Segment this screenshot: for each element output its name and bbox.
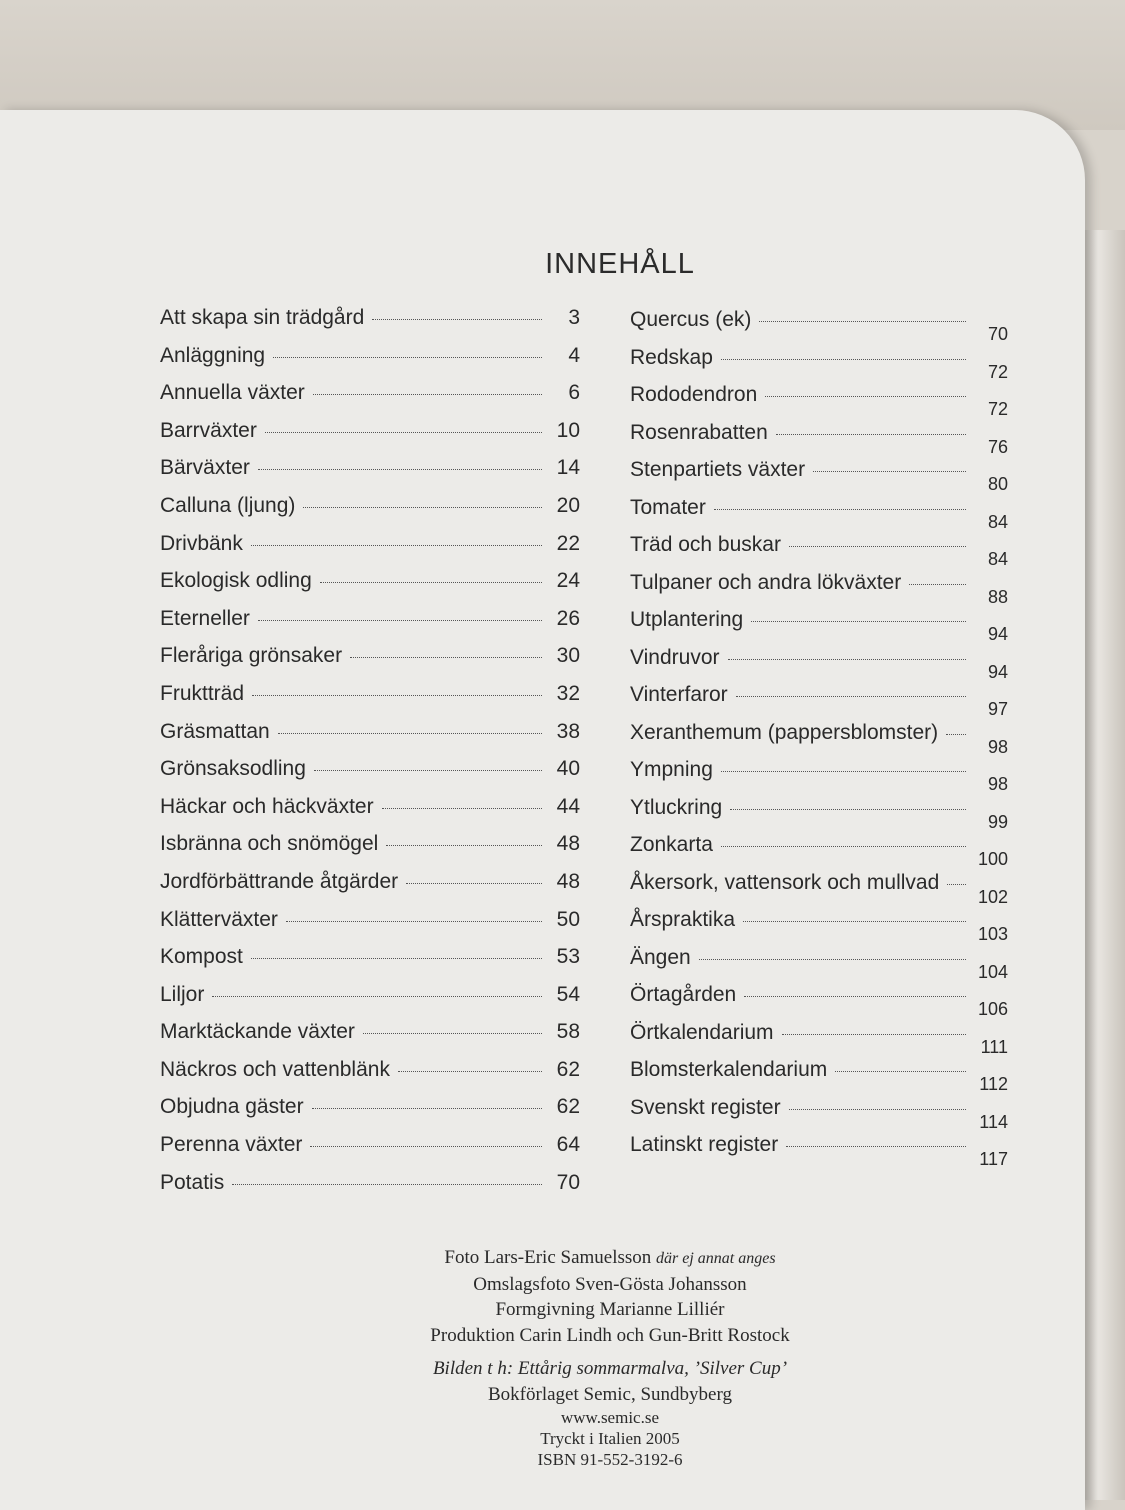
toc-entry-label: Anläggning bbox=[160, 343, 266, 367]
toc-dot-leader bbox=[721, 771, 966, 772]
toc-dot-leader bbox=[721, 359, 966, 360]
toc-dot-leader bbox=[278, 733, 542, 734]
toc-entry-label: Barrväxter bbox=[160, 418, 257, 442]
toc-dot-leader bbox=[835, 1071, 966, 1072]
toc-entry-label: Tulpaner och andra lökväxter bbox=[630, 570, 902, 594]
toc-dot-leader bbox=[382, 808, 542, 809]
facing-page-edge bbox=[1080, 230, 1125, 1500]
toc-entry-page: 100 bbox=[977, 849, 1008, 869]
toc-entry bbox=[160, 569, 580, 607]
toc-entry bbox=[160, 945, 580, 983]
toc-entry bbox=[160, 344, 580, 382]
toc-dot-leader bbox=[310, 1146, 542, 1147]
toc-entry-page: 117 bbox=[979, 1149, 1008, 1169]
toc-entry-label: Redskap bbox=[630, 345, 713, 369]
toc-entry bbox=[160, 720, 580, 758]
toc-entry-label: Latinskt register bbox=[630, 1133, 779, 1156]
toc-entry bbox=[160, 1020, 580, 1058]
toc-entry bbox=[630, 608, 1008, 646]
toc-entry-page: 70 bbox=[987, 324, 1008, 344]
toc-entry-label: Fruktträd bbox=[160, 681, 245, 705]
toc-entry-label: Eterneller bbox=[160, 606, 250, 630]
toc-dot-leader bbox=[386, 845, 542, 846]
toc-entry-label: Vinterfaror bbox=[630, 683, 728, 706]
toc-entry-label: Rododendron bbox=[630, 383, 758, 406]
page-title: INNEHÅLL bbox=[545, 248, 695, 280]
toc-dot-leader bbox=[789, 546, 966, 547]
website: www.semic.se bbox=[560, 1408, 660, 1427]
toc-entry-page: 84 bbox=[987, 511, 1008, 532]
toc-entry bbox=[630, 646, 1008, 684]
toc-entry-page: 62 bbox=[556, 1057, 580, 1081]
toc-dot-leader bbox=[909, 584, 966, 585]
toc-entry bbox=[630, 496, 1008, 534]
toc-entry-page: 30 bbox=[556, 644, 580, 668]
toc-entry-label: Gräsmattan bbox=[160, 719, 270, 743]
toc-entry-page: 48 bbox=[556, 869, 580, 893]
toc-dot-leader bbox=[265, 432, 542, 433]
toc-entry-label: Örtkalendarium bbox=[630, 1020, 774, 1044]
toc-entry bbox=[630, 383, 1008, 421]
toc-dot-leader bbox=[813, 471, 966, 472]
toc-entry bbox=[160, 381, 580, 419]
toc-entry bbox=[630, 1021, 1008, 1059]
toc-entry bbox=[630, 721, 1008, 759]
toc-dot-leader bbox=[730, 809, 966, 810]
toc-entry-page: 80 bbox=[987, 474, 1008, 494]
toc-entry-label: Annuella växter bbox=[160, 381, 305, 405]
toc-entry bbox=[160, 532, 580, 570]
toc-entry-page: 106 bbox=[977, 999, 1008, 1019]
colophon bbox=[300, 1245, 920, 1470]
toc-entry-page: 54 bbox=[556, 982, 580, 1006]
toc-entry-page: 14 bbox=[556, 456, 580, 480]
toc-dot-leader bbox=[312, 1108, 542, 1109]
toc-entry-page: 72 bbox=[987, 361, 1008, 382]
toc-entry-label: Klätterväxter bbox=[160, 907, 278, 931]
toc-entry-label: Drivbänk bbox=[160, 531, 243, 555]
photo-credit-line bbox=[300, 1245, 920, 1272]
toc-dot-leader bbox=[303, 507, 542, 508]
toc-entry bbox=[160, 1095, 580, 1133]
toc-entry bbox=[160, 456, 580, 494]
toc-dot-leader bbox=[759, 321, 966, 322]
toc-dot-leader bbox=[786, 1146, 966, 1147]
toc-entry bbox=[630, 458, 1008, 496]
toc-entry bbox=[160, 1058, 580, 1096]
toc-entry-label: Årspraktika bbox=[630, 908, 736, 931]
toc-dot-leader bbox=[789, 1109, 966, 1110]
toc-entry-page: 97 bbox=[987, 699, 1008, 719]
toc-entry-label: Att skapa sin trädgård bbox=[160, 306, 365, 329]
toc-dot-leader bbox=[744, 996, 966, 997]
toc-entry-page: 84 bbox=[987, 549, 1008, 569]
toc-dot-leader bbox=[232, 1184, 542, 1185]
toc-entry-label: Xeranthemum (pappersblomster) bbox=[630, 720, 939, 744]
toc-entry-label: Bärväxter bbox=[160, 456, 250, 480]
toc-entry bbox=[630, 1058, 1008, 1096]
toc-dot-leader bbox=[363, 1033, 542, 1034]
toc-entry bbox=[160, 1133, 580, 1171]
toc-entry-page: 99 bbox=[987, 811, 1008, 832]
toc-entry bbox=[630, 533, 1008, 571]
toc-entry-label: Ängen bbox=[630, 945, 691, 969]
toc-dot-leader bbox=[946, 734, 966, 735]
toc-entry-page: 22 bbox=[556, 531, 580, 555]
toc-entry bbox=[160, 644, 580, 682]
toc-dot-leader bbox=[258, 469, 542, 470]
toc-entry bbox=[160, 419, 580, 457]
toc-dot-leader bbox=[776, 434, 966, 435]
toc-entry-label: Utplantering bbox=[630, 608, 744, 631]
toc-dot-leader bbox=[721, 846, 966, 847]
toc-entry bbox=[160, 607, 580, 645]
toc-entry-page: 48 bbox=[556, 832, 580, 856]
toc-dot-leader bbox=[252, 695, 542, 696]
toc-right-column bbox=[630, 308, 1008, 1171]
toc-dot-leader bbox=[743, 921, 966, 922]
toc-entry-label: Grönsaksodling bbox=[160, 757, 306, 781]
toc-entry-label: Stenpartiets växter bbox=[630, 458, 806, 481]
toc-entry-page: 88 bbox=[987, 586, 1008, 607]
toc-dot-leader bbox=[251, 545, 542, 546]
toc-entry-label: Svenskt register bbox=[630, 1095, 781, 1119]
toc-entry-page: 58 bbox=[556, 1020, 580, 1044]
toc-entry-page: 64 bbox=[556, 1133, 580, 1157]
toc-dot-leader bbox=[372, 319, 542, 320]
toc-entry-label: Objudna gäster bbox=[160, 1095, 304, 1119]
toc-dot-leader bbox=[320, 582, 542, 583]
toc-entry bbox=[160, 1171, 580, 1209]
toc-entry-page: 98 bbox=[987, 736, 1008, 757]
printed-info: Tryckt i Italien 2005 bbox=[540, 1429, 680, 1448]
toc-entry bbox=[630, 346, 1008, 384]
publisher: Bokförlaget Semic, Sundbyberg bbox=[488, 1383, 732, 1405]
toc-entry-label: Träd och buskar bbox=[630, 533, 781, 556]
toc-entry-label: Örtagården bbox=[630, 983, 737, 1006]
toc-entry-page: 10 bbox=[556, 418, 580, 442]
toc-entry-page: 24 bbox=[556, 569, 580, 593]
toc-dot-leader bbox=[751, 621, 966, 622]
isbn: ISBN 91-552-3192-6 bbox=[537, 1450, 683, 1469]
toc-entry-page: 3 bbox=[568, 306, 580, 329]
toc-entry-page: 104 bbox=[977, 961, 1008, 982]
toc-entry bbox=[160, 494, 580, 532]
toc-entry-label: Blomsterkalendarium bbox=[630, 1058, 828, 1081]
toc-entry-page: 72 bbox=[987, 399, 1008, 419]
toc-entry-label: Perenna växter bbox=[160, 1133, 303, 1157]
toc-entry-label: Marktäckande växter bbox=[160, 1020, 355, 1044]
toc-entry-page: 40 bbox=[556, 757, 580, 781]
toc-entry bbox=[630, 796, 1008, 834]
toc-entry bbox=[630, 908, 1008, 946]
toc-dot-leader bbox=[765, 396, 966, 397]
toc-dot-leader bbox=[699, 959, 966, 960]
toc-left-column bbox=[160, 306, 580, 1208]
toc-entry-label: Häckar och häckväxter bbox=[160, 794, 374, 818]
toc-entry-page: 32 bbox=[556, 681, 580, 705]
toc-entry bbox=[160, 682, 580, 720]
toc-entry-label: Quercus (ek) bbox=[630, 308, 752, 331]
toc-dot-leader bbox=[212, 996, 542, 997]
toc-entry bbox=[630, 1133, 1008, 1171]
toc-entry bbox=[630, 758, 1008, 796]
toc-entry-page: 114 bbox=[979, 1111, 1008, 1132]
toc-entry-page: 6 bbox=[568, 381, 580, 405]
image-caption: Bilden t h: Ettårig sommarmalva, ’Silver Cup’ bbox=[432, 1358, 788, 1379]
toc-entry-page: 26 bbox=[556, 606, 580, 630]
toc-entry-label: Näckros och vattenblänk bbox=[160, 1057, 390, 1081]
toc-dot-leader bbox=[314, 770, 542, 771]
toc-entry-page: 112 bbox=[979, 1074, 1008, 1094]
toc-entry-page: 50 bbox=[556, 907, 580, 931]
toc-entry-label: Åkersork, vattensork och mullvad bbox=[630, 870, 940, 894]
toc-entry-label: Rosenrabatten bbox=[630, 420, 768, 444]
toc-entry-page: 111 bbox=[980, 1036, 1008, 1057]
toc-dot-leader bbox=[350, 657, 542, 658]
toc-entry-page: 98 bbox=[987, 774, 1008, 794]
toc-entry-page: 44 bbox=[556, 794, 580, 818]
toc-entry-label: Jordförbättrande åtgärder bbox=[160, 869, 399, 893]
design-credit: Formgivning Marianne Lilliér bbox=[495, 1299, 725, 1320]
toc-entry bbox=[160, 983, 580, 1021]
toc-entry-label: Kompost bbox=[160, 945, 243, 969]
photo-credit-note: där ej annat anges bbox=[656, 1250, 776, 1267]
toc-dot-leader bbox=[273, 357, 542, 358]
toc-entry-page: 94 bbox=[987, 661, 1008, 682]
toc-entry bbox=[630, 683, 1008, 721]
toc-entry bbox=[160, 795, 580, 833]
toc-entry-page: 62 bbox=[556, 1095, 580, 1119]
toc-entry bbox=[160, 870, 580, 908]
toc-entry bbox=[160, 908, 580, 946]
toc-dot-leader bbox=[782, 1034, 966, 1035]
toc-entry-label: Liljor bbox=[160, 982, 205, 1006]
toc-entry-page: 102 bbox=[977, 886, 1008, 907]
toc-entry-page: 20 bbox=[556, 493, 580, 517]
toc-entry bbox=[630, 871, 1008, 909]
toc-entry-label: Ympning bbox=[630, 758, 713, 781]
cover-photo-credit: Omslagsfoto Sven-Gösta Johansson bbox=[473, 1273, 747, 1295]
toc-entry bbox=[160, 306, 580, 344]
toc-dot-leader bbox=[406, 883, 542, 884]
toc-entry-label: Vindruvor bbox=[630, 645, 720, 669]
toc-dot-leader bbox=[714, 509, 966, 510]
toc-entry bbox=[630, 833, 1008, 871]
toc-dot-leader bbox=[258, 620, 542, 621]
toc-entry bbox=[160, 757, 580, 795]
toc-entry-label: Zonkarta bbox=[630, 833, 713, 856]
toc-entry-label: Calluna (ljung) bbox=[160, 493, 296, 517]
toc-dot-leader bbox=[736, 696, 966, 697]
toc-entry bbox=[630, 421, 1008, 459]
toc-entry-label: Ytluckring bbox=[630, 795, 723, 819]
toc-entry-page: 53 bbox=[556, 945, 580, 969]
toc-entry bbox=[630, 571, 1008, 609]
toc-entry-label: Isbränna och snömögel bbox=[160, 832, 379, 856]
toc-entry bbox=[630, 983, 1008, 1021]
toc-entry-page: 103 bbox=[977, 924, 1008, 944]
toc-dot-leader bbox=[947, 884, 966, 885]
toc-entry-label: Potatis bbox=[160, 1170, 225, 1194]
toc-entry-page: 70 bbox=[556, 1170, 580, 1194]
production-credit: Produktion Carin Lindh och Gun-Britt Rostock bbox=[430, 1324, 790, 1346]
toc-entry-page: 4 bbox=[568, 343, 580, 367]
toc-entry-label: Tomater bbox=[630, 495, 706, 519]
toc-entry bbox=[630, 308, 1008, 346]
toc-entry-page: 38 bbox=[556, 719, 580, 743]
toc-entry-page: 94 bbox=[987, 624, 1008, 644]
toc-entry-label: Ekologisk odling bbox=[160, 569, 312, 593]
photo-credit: Foto Lars-Eric Samuelsson bbox=[444, 1247, 652, 1268]
toc-dot-leader bbox=[251, 958, 542, 959]
toc-dot-leader bbox=[313, 394, 542, 395]
toc-entry bbox=[160, 832, 580, 870]
toc-entry-label: Fleråriga grönsaker bbox=[160, 644, 343, 668]
toc-dot-leader bbox=[398, 1071, 542, 1072]
toc-entry-page: 76 bbox=[987, 436, 1008, 457]
toc-entry bbox=[630, 946, 1008, 984]
toc-dot-leader bbox=[286, 921, 542, 922]
toc-dot-leader bbox=[728, 659, 967, 660]
toc-entry bbox=[630, 1096, 1008, 1134]
